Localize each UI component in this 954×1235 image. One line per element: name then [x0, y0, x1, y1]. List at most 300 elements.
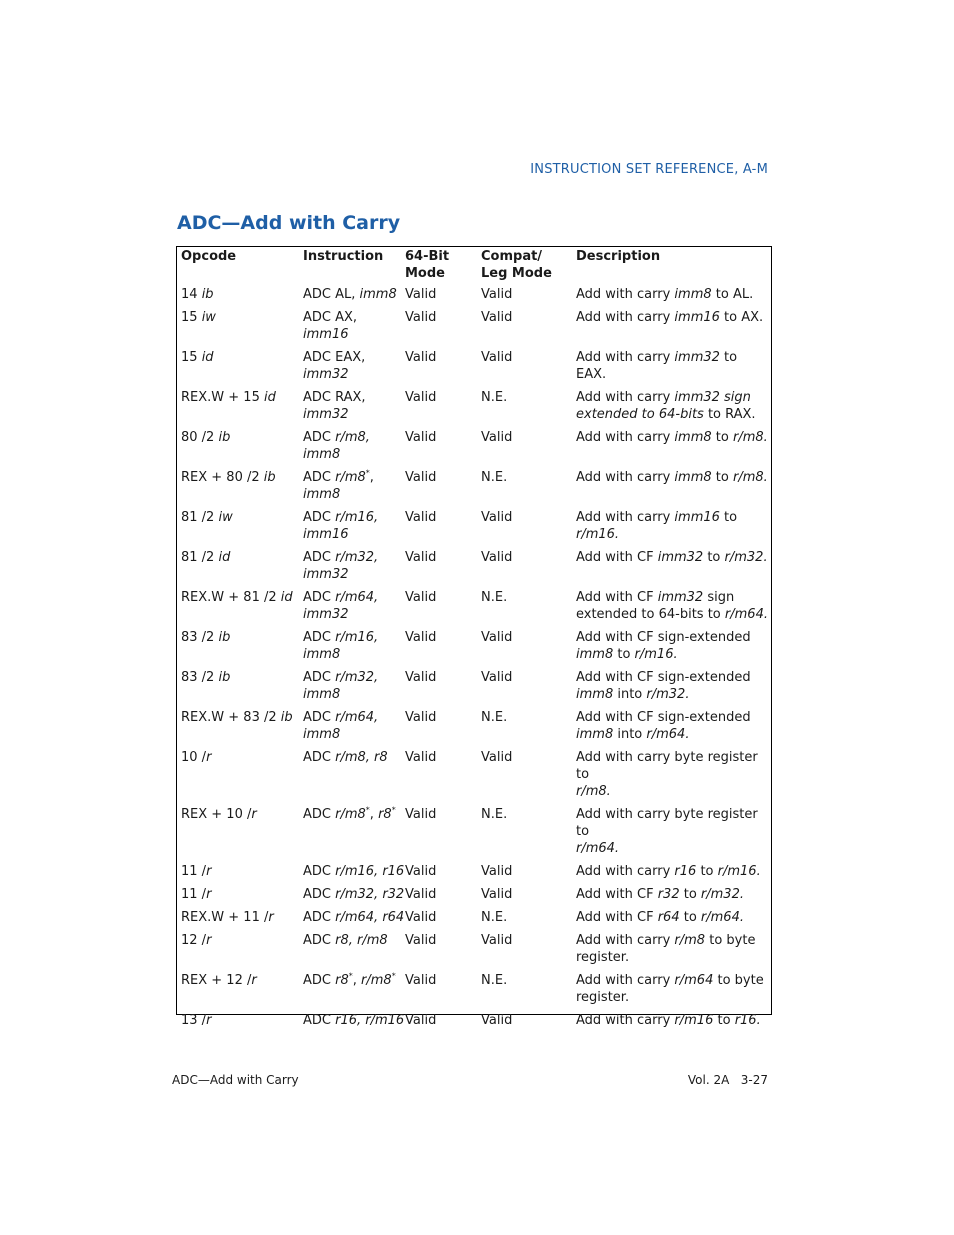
- cell-instruction: [303, 972, 405, 1012]
- cell-text: ADC: [303, 807, 336, 822]
- cell-text: 12 /: [181, 933, 207, 948]
- cell-64bit-mode: Valid: [405, 350, 437, 365]
- cell-text: ADC: [303, 470, 336, 485]
- cell-text: to byte: [713, 973, 764, 988]
- operand-text: r/m8, r8: [335, 750, 388, 765]
- operand-text: imm8: [303, 687, 341, 702]
- cell-64bit-mode: Valid: [405, 470, 437, 485]
- operand-text: r16, r/m16: [335, 1013, 405, 1028]
- operand-text: imm32: [657, 590, 704, 605]
- cell-text: Add with carry: [576, 864, 675, 879]
- cell-text: register.: [576, 990, 630, 1005]
- cell-text: ADC RAX,: [303, 390, 366, 405]
- operand-text: imm32 sign: [674, 390, 751, 405]
- operand-text: imm32: [303, 607, 349, 622]
- cell-text: ADC AL,: [303, 287, 360, 302]
- cell-description: [576, 349, 771, 389]
- table-row: [177, 429, 771, 469]
- operand-text: imm8: [576, 687, 614, 702]
- cell-compat-mode: Valid: [481, 670, 513, 685]
- cell-text: extended to 64-bits to: [576, 607, 725, 622]
- cell-64bit-mode: Valid: [405, 630, 437, 645]
- operand-text: imm16: [303, 327, 349, 342]
- cell-compat-mode: Valid: [481, 750, 513, 765]
- operand-text: r: [206, 887, 212, 902]
- cell-64bit-mode: Valid: [405, 910, 437, 925]
- operand-text: r/m16: [674, 1013, 714, 1028]
- table-row: [177, 629, 771, 669]
- cell-64bit-mode: Valid: [405, 550, 437, 565]
- operand-text: id: [280, 590, 293, 605]
- cell-text: ADC EAX,: [303, 350, 366, 365]
- cell-opcode: [177, 909, 303, 932]
- operand-text: iw: [201, 310, 216, 325]
- cell-text: Add with carry: [576, 350, 675, 365]
- cell-64bit-mode: Valid: [405, 864, 437, 879]
- cell-text: Add with carry byte register to: [576, 807, 758, 839]
- table-row: [177, 349, 771, 389]
- cell-compat-mode: Valid: [481, 310, 513, 325]
- cell-text: Add with carry: [576, 1013, 675, 1028]
- cell-text: to RAX.: [703, 407, 756, 422]
- col-header-line: Opcode: [181, 249, 237, 264]
- cell-compat-mode: N.E.: [481, 973, 508, 988]
- cell-64bit-mode: Valid: [405, 973, 437, 988]
- operand-text: r: [206, 933, 212, 948]
- cell-text: Add with carry: [576, 933, 675, 948]
- cell-instruction: [303, 286, 405, 309]
- cell-compat-mode: Valid: [481, 1013, 513, 1028]
- cell-instruction: [303, 806, 405, 863]
- cell-description: [576, 909, 771, 932]
- operand-text: r: [268, 910, 274, 925]
- operand-text: r/m32.: [724, 550, 768, 565]
- operand-text: imm8: [674, 287, 712, 302]
- operand-text: id: [218, 550, 231, 565]
- col-header-instruction: [303, 247, 405, 286]
- operand-text: r/m16.: [576, 527, 620, 542]
- cell-64bit-mode: Valid: [405, 287, 437, 302]
- cell-instruction: [303, 349, 405, 389]
- cell-description: [576, 1012, 771, 1035]
- cell-text: ADC: [303, 1013, 336, 1028]
- col-header-line: Leg Mode: [481, 266, 552, 281]
- cell-text: ADC: [303, 590, 336, 605]
- col-header-opcode: [177, 247, 303, 286]
- operand-text: r16.: [734, 1013, 761, 1028]
- cell-compat-mode: N.E.: [481, 590, 508, 605]
- cell-compat-mode: N.E.: [481, 710, 508, 725]
- cell-opcode: [177, 549, 303, 589]
- cell-text: 11 /: [181, 864, 207, 879]
- operand-text: imm8: [303, 727, 341, 742]
- page-title: ADC—Add with Carry: [177, 212, 401, 234]
- operand-text: r/m64: [674, 973, 714, 988]
- cell-description: [576, 932, 771, 972]
- cell-text: sign: [703, 590, 735, 605]
- operand-text: imm32: [303, 567, 349, 582]
- cell-compat-mode: Valid: [481, 864, 513, 879]
- cell-compat-mode: Valid: [481, 550, 513, 565]
- operand-text: imm8: [359, 287, 397, 302]
- cell-opcode: [177, 429, 303, 469]
- cell-text: REX.W + 11 /: [181, 910, 269, 925]
- table-row: [177, 806, 771, 863]
- cell-text: ADC: [303, 510, 336, 525]
- cell-instruction: [303, 932, 405, 972]
- operand-text: r/m8.: [732, 430, 768, 445]
- cell-instruction: [303, 629, 405, 669]
- operand-text: iw: [218, 510, 233, 525]
- cell-instruction: [303, 909, 405, 932]
- cell-text: ,: [369, 807, 379, 822]
- cell-description: [576, 863, 771, 886]
- cell-text: to AL.: [711, 287, 754, 302]
- operand-text: r/m8: [335, 470, 366, 485]
- operand-text: r/m32,: [335, 670, 379, 685]
- cell-compat-mode: Valid: [481, 430, 513, 445]
- cell-64bit-mode: Valid: [405, 1013, 437, 1028]
- cell-text: ADC AX,: [303, 310, 358, 325]
- cell-text: Add with carry: [576, 470, 675, 485]
- cell-text: ADC: [303, 630, 336, 645]
- cell-text: ADC: [303, 933, 336, 948]
- table-row: [177, 669, 771, 709]
- cell-text: to: [679, 910, 701, 925]
- operand-text: r/m16,: [335, 510, 379, 525]
- cell-text: Add with CF: [576, 550, 658, 565]
- col-header-line: Mode: [405, 266, 445, 281]
- cell-description: [576, 709, 771, 749]
- cell-instruction: [303, 469, 405, 509]
- cell-text: to: [696, 864, 718, 879]
- cell-opcode: [177, 469, 303, 509]
- cell-opcode: [177, 389, 303, 429]
- operand-text: r/m16,: [335, 630, 379, 645]
- cell-text: REX + 10 /: [181, 807, 252, 822]
- cell-64bit-mode: Valid: [405, 887, 437, 902]
- cell-instruction: [303, 549, 405, 589]
- cell-instruction: [303, 669, 405, 709]
- cell-compat-mode: N.E.: [481, 807, 508, 822]
- col-header-64bit-mode: [405, 247, 481, 286]
- operand-text: r/m16.: [717, 864, 761, 879]
- operand-text: ib: [218, 630, 231, 645]
- cell-text: to: [703, 550, 725, 565]
- cell-text: Add with carry: [576, 310, 675, 325]
- cell-text: 81 /2: [181, 510, 219, 525]
- operand-text: r/m32, r32: [335, 887, 405, 902]
- operand-text: r16: [674, 864, 697, 879]
- cell-text: register.: [576, 950, 630, 965]
- operand-text: r8: [378, 807, 392, 822]
- cell-description: [576, 972, 771, 1012]
- operand-text: ib: [201, 287, 214, 302]
- operand-text: r/m64.: [576, 841, 620, 856]
- operand-text: r8: [335, 973, 349, 988]
- table-row: [177, 749, 771, 806]
- operand-text: extended to 64-bits: [576, 407, 704, 422]
- table-row: [177, 972, 771, 1012]
- table-row: [177, 886, 771, 909]
- col-header-line: Instruction: [303, 249, 384, 264]
- cell-text: 80 /2: [181, 430, 219, 445]
- cell-compat-mode: Valid: [481, 630, 513, 645]
- operand-text: r/m64.: [646, 727, 690, 742]
- cell-opcode: [177, 669, 303, 709]
- cell-instruction: [303, 389, 405, 429]
- operand-text: r32: [657, 887, 680, 902]
- col-header-compat-leg-mode: [481, 247, 576, 286]
- operand-text: imm16: [674, 510, 720, 525]
- cell-64bit-mode: Valid: [405, 390, 437, 405]
- cell-description: [576, 589, 771, 629]
- cell-text: 15: [181, 310, 202, 325]
- cell-text: Add with carry: [576, 510, 675, 525]
- table-row: [177, 709, 771, 749]
- cell-text: ADC: [303, 550, 336, 565]
- cell-text: REX.W + 83 /2: [181, 710, 281, 725]
- cell-text: to: [679, 887, 701, 902]
- cell-description: [576, 286, 771, 309]
- operand-text: r/m64, r64: [335, 910, 405, 925]
- operand-text: imm8: [674, 470, 712, 485]
- cell-64bit-mode: Valid: [405, 750, 437, 765]
- table-row: [177, 549, 771, 589]
- cell-64bit-mode: Valid: [405, 430, 437, 445]
- operand-text: r: [206, 1013, 212, 1028]
- operand-text: r/m8,: [335, 430, 370, 445]
- cell-64bit-mode: Valid: [405, 670, 437, 685]
- operand-text: r: [206, 864, 212, 879]
- footnote-marker: *: [348, 971, 353, 981]
- cell-description: [576, 389, 771, 429]
- cell-text: Add with CF sign-extended: [576, 710, 751, 725]
- table-row: [177, 932, 771, 972]
- cell-opcode: [177, 749, 303, 806]
- cell-instruction: [303, 509, 405, 549]
- operand-text: r/m64.: [700, 910, 744, 925]
- cell-text: REX.W + 81 /2: [181, 590, 281, 605]
- cell-text: into: [613, 687, 647, 702]
- cell-64bit-mode: Valid: [405, 933, 437, 948]
- operand-text: r8, r/m8: [335, 933, 388, 948]
- cell-text: ADC: [303, 973, 336, 988]
- cell-64bit-mode: Valid: [405, 807, 437, 822]
- cell-opcode: [177, 629, 303, 669]
- footnote-marker: *: [365, 468, 370, 478]
- cell-description: [576, 806, 771, 863]
- cell-description: [576, 549, 771, 589]
- operand-text: imm32: [303, 367, 349, 382]
- table-header: [177, 247, 771, 286]
- operand-text: r/m64,: [335, 710, 379, 725]
- operand-text: r: [251, 807, 257, 822]
- operand-text: imm32: [657, 550, 704, 565]
- table-row: [177, 469, 771, 509]
- operand-text: imm8: [674, 430, 712, 445]
- cell-instruction: [303, 1012, 405, 1035]
- cell-text: REX + 80 /2: [181, 470, 264, 485]
- operand-text: imm32: [674, 350, 720, 365]
- operand-text: ib: [218, 430, 231, 445]
- cell-text: Add with CF sign-extended: [576, 670, 751, 685]
- header-row: [177, 247, 771, 286]
- cell-64bit-mode: Valid: [405, 710, 437, 725]
- operand-text: ib: [218, 670, 231, 685]
- table-row: [177, 309, 771, 349]
- operand-text: imm8: [576, 727, 614, 742]
- cell-text: 83 /2: [181, 670, 219, 685]
- cell-opcode: [177, 863, 303, 886]
- cell-text: ADC: [303, 710, 336, 725]
- cell-compat-mode: Valid: [481, 510, 513, 525]
- cell-compat-mode: N.E.: [481, 910, 508, 925]
- cell-text: Add with CF: [576, 887, 658, 902]
- cell-text: ADC: [303, 864, 336, 879]
- cell-64bit-mode: Valid: [405, 310, 437, 325]
- cell-text: 10 /: [181, 750, 207, 765]
- cell-text: to AX.: [719, 310, 764, 325]
- operand-text: r/m64.: [724, 607, 768, 622]
- cell-compat-mode: Valid: [481, 350, 513, 365]
- cell-instruction: [303, 886, 405, 909]
- cell-compat-mode: Valid: [481, 887, 513, 902]
- cell-description: [576, 629, 771, 669]
- cell-opcode: [177, 932, 303, 972]
- cell-text: ADC: [303, 670, 336, 685]
- cell-opcode: [177, 972, 303, 1012]
- cell-instruction: [303, 429, 405, 469]
- cell-text: ADC: [303, 430, 336, 445]
- table-body: [177, 286, 771, 1035]
- cell-description: [576, 469, 771, 509]
- cell-description: [576, 886, 771, 909]
- operand-text: r/m32.: [700, 887, 744, 902]
- operand-text: imm8: [303, 487, 341, 502]
- cell-text: to byte: [705, 933, 756, 948]
- cell-text: Add with CF: [576, 910, 658, 925]
- operand-text: ib: [280, 710, 293, 725]
- cell-instruction: [303, 863, 405, 886]
- operand-text: imm8: [303, 647, 341, 662]
- cell-text: to: [613, 647, 635, 662]
- operand-text: r/m8.: [732, 470, 768, 485]
- cell-text: Add with CF sign-extended: [576, 630, 751, 645]
- cell-compat-mode: Valid: [481, 287, 513, 302]
- col-header-description: [576, 247, 771, 286]
- cell-text: to: [711, 430, 733, 445]
- cell-opcode: [177, 349, 303, 389]
- operand-text: imm16: [674, 310, 720, 325]
- operand-text: r/m32,: [335, 550, 379, 565]
- footnote-marker: *: [365, 805, 370, 815]
- cell-instruction: [303, 709, 405, 749]
- cell-description: [576, 509, 771, 549]
- footnote-marker: *: [391, 971, 396, 981]
- table-row: [177, 509, 771, 549]
- operand-text: r/m8: [361, 973, 392, 988]
- cell-opcode: [177, 589, 303, 629]
- cell-opcode: [177, 309, 303, 349]
- operand-text: id: [201, 350, 214, 365]
- table-row: [177, 389, 771, 429]
- operand-text: imm8: [576, 647, 614, 662]
- cell-description: [576, 669, 771, 709]
- cell-text: 83 /2: [181, 630, 219, 645]
- cell-text: ,: [369, 470, 374, 485]
- cell-text: Add with carry byte register to: [576, 750, 758, 782]
- operand-text: r/m8: [674, 933, 706, 948]
- cell-description: [576, 429, 771, 469]
- opcode-table-frame: [176, 246, 772, 1028]
- cell-text: ADC: [303, 887, 336, 902]
- table-row: [177, 909, 771, 932]
- cell-64bit-mode: Valid: [405, 590, 437, 605]
- footer-page-number: Vol. 2A 3-27: [687, 1073, 768, 1087]
- cell-text: ADC: [303, 910, 336, 925]
- cell-text: to: [719, 510, 738, 525]
- cell-text: Add with carry: [576, 390, 675, 405]
- cell-compat-mode: N.E.: [481, 390, 508, 405]
- cell-text: REX.W + 15: [181, 390, 264, 405]
- cell-text: 13 /: [181, 1013, 207, 1028]
- cell-text: Add with carry: [576, 973, 675, 988]
- cell-text: Add with CF: [576, 590, 658, 605]
- cell-text: 14: [181, 287, 202, 302]
- cell-text: REX + 12 /: [181, 973, 252, 988]
- cell-text: ADC: [303, 750, 336, 765]
- operand-text: ib: [263, 470, 276, 485]
- cell-opcode: [177, 286, 303, 309]
- operand-text: r/m8.: [576, 784, 611, 799]
- cell-text: ,: [352, 973, 362, 988]
- operand-text: r: [251, 973, 257, 988]
- cell-opcode: [177, 886, 303, 909]
- operand-text: r/m8: [335, 807, 366, 822]
- operand-text: r/m16, r16: [335, 864, 405, 879]
- footer-section-title: ADC—Add with Carry: [172, 1073, 299, 1087]
- col-header-line: Description: [576, 249, 661, 264]
- cell-opcode: [177, 806, 303, 863]
- opcode-table: [177, 247, 771, 1035]
- operand-text: r64: [657, 910, 680, 925]
- running-header: INSTRUCTION SET REFERENCE, A-M: [530, 162, 768, 177]
- cell-description: [576, 309, 771, 349]
- cell-text: to EAX.: [576, 350, 738, 382]
- cell-compat-mode: Valid: [481, 933, 513, 948]
- cell-text: to: [711, 470, 733, 485]
- cell-instruction: [303, 749, 405, 806]
- table-row: [177, 1012, 771, 1035]
- cell-text: 11 /: [181, 887, 207, 902]
- cell-instruction: [303, 309, 405, 349]
- cell-instruction: [303, 589, 405, 629]
- cell-opcode: [177, 709, 303, 749]
- cell-text: 15: [181, 350, 202, 365]
- footnote-marker: *: [391, 805, 396, 815]
- table-row: [177, 589, 771, 629]
- cell-opcode: [177, 1012, 303, 1035]
- col-header-line: 64-Bit: [405, 249, 450, 264]
- cell-text: to: [713, 1013, 735, 1028]
- cell-64bit-mode: Valid: [405, 510, 437, 525]
- operand-text: id: [263, 390, 276, 405]
- operand-text: imm8: [303, 447, 341, 462]
- operand-text: imm32: [303, 407, 349, 422]
- cell-text: into: [613, 727, 647, 742]
- operand-text: r/m32.: [646, 687, 690, 702]
